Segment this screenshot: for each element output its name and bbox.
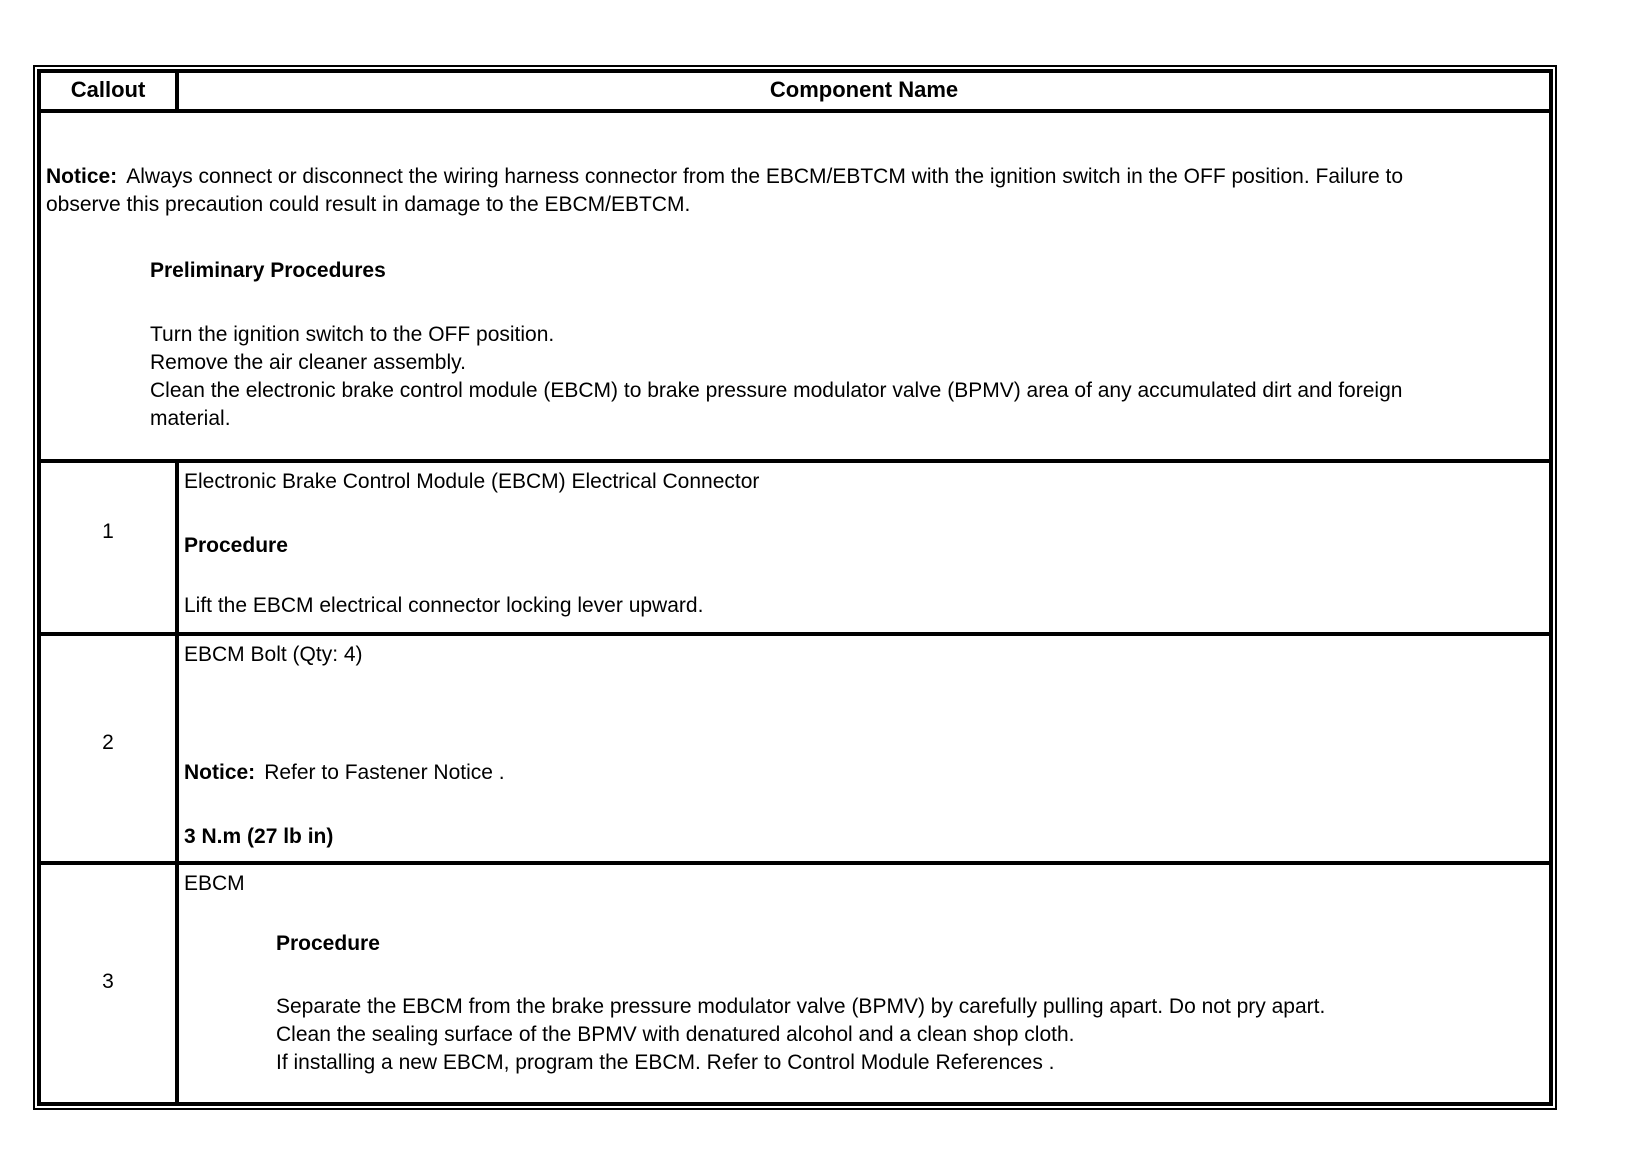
- notice-text: Always connect or disconnect the wiring harness connector from the EBCM/EBTCM with the ignition switch in the OFF position. Failure to observe this precaution could result in damage to the EBCM/EBTCM.: [46, 165, 1404, 216]
- table-row: [39, 461, 1551, 634]
- procedure-steps: [276, 993, 1545, 1077]
- procedure-step: If installing a new EBCM, program the EBCM. Refer to Control Module References .: [276, 1051, 1055, 1074]
- preliminary-step: Clean the electronic brake control module (EBCM) to brake pressure modulator valve (BPMV) area of any accumulated dirt and foreign material.: [150, 379, 1403, 430]
- component-name-column-header: Component Name: [177, 71, 1551, 111]
- procedure-step: Clean the sealing surface of the BPMV with denatured alcohol and a clean shop cloth.: [276, 1023, 1075, 1046]
- table-row: [39, 634, 1551, 863]
- component-callout-table: [37, 69, 1553, 1106]
- notice-label: Notice:: [184, 761, 256, 784]
- callout-cell: [39, 863, 177, 1104]
- callout-number: 3: [102, 969, 114, 993]
- preliminary-step: Remove the air cleaner assembly.: [150, 351, 466, 374]
- procedure-label: Procedure: [276, 932, 380, 955]
- preamble-row: [39, 111, 1551, 461]
- preliminary-step: Turn the ignition switch to the OFF position.: [150, 323, 555, 346]
- callout-cell: [39, 461, 177, 634]
- table-row: [39, 863, 1551, 1104]
- callout-number: 1: [102, 519, 114, 543]
- torque-spec: 3 N.m (27 lb in): [184, 825, 334, 848]
- component-name: EBCM Bolt (Qty: 4): [184, 643, 363, 666]
- component-table-outline: [33, 65, 1557, 1110]
- component-cell: [177, 863, 1551, 1104]
- component-cell: [177, 461, 1551, 634]
- notice-label: Notice:: [46, 165, 118, 188]
- callout-number: 2: [102, 730, 114, 754]
- callout-cell: [39, 634, 177, 863]
- notice-paragraph: [46, 163, 1436, 219]
- component-name: Electronic Brake Control Module (EBCM) Electrical Connector: [184, 470, 760, 493]
- procedure-step: Separate the EBCM from the brake pressure modulator valve (BPMV) by carefully pulling apart. Do not pry apart.: [276, 995, 1326, 1018]
- procedure-step: Lift the EBCM electrical connector locking lever upward.: [184, 594, 704, 617]
- component-name: EBCM: [184, 872, 245, 895]
- preliminary-steps: [150, 321, 1549, 433]
- preamble-cell: [39, 111, 1551, 461]
- fastener-notice-line: [184, 759, 1541, 787]
- table-header-row: [39, 71, 1551, 111]
- notice-text: Refer to Fastener Notice .: [264, 761, 505, 784]
- callout-column-header: Callout: [39, 71, 177, 111]
- procedure-label: Procedure: [184, 534, 288, 557]
- preliminary-procedures-title: Preliminary Procedures: [150, 259, 386, 282]
- component-cell: [177, 634, 1551, 863]
